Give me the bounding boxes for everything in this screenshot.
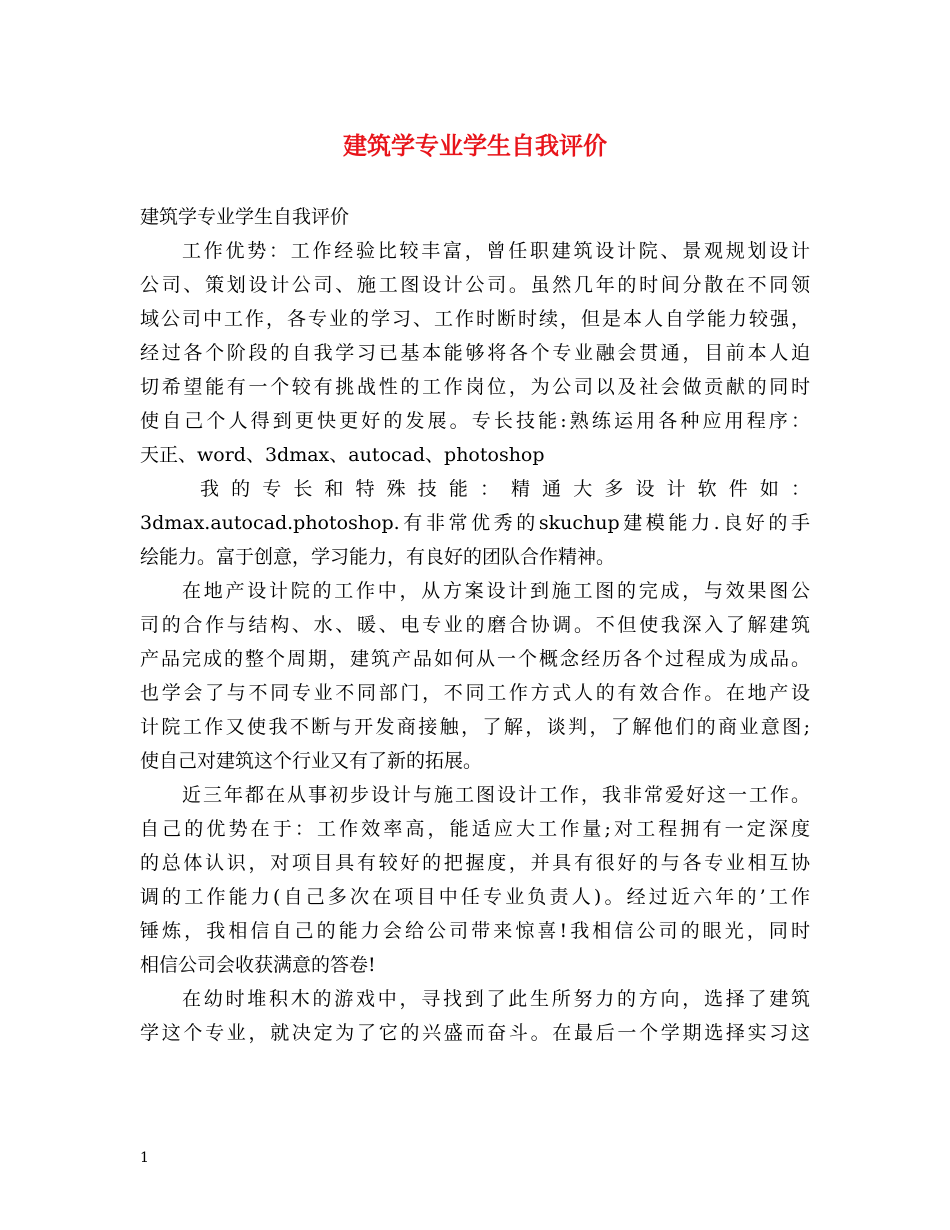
body-line: 绘能力。富于创意，学习能力，有良好的团队合作精神。 (140, 546, 616, 568)
body-line: 相信公司会收获满意的答卷! (140, 954, 376, 976)
body-line: 在幼时堆积木的游戏中，寻找到了此生所努力的方向，选择了建筑 (182, 988, 810, 1010)
body-line: 的总体认识，对项目具有较好的把握度，并具有很好的与各专业相互协 (140, 852, 810, 874)
document-body (140, 200, 810, 1050)
body-line: 域公司中工作，各专业的学习、工作时断时续，但是本人自学能力较强， (140, 308, 810, 330)
page-number: 1 (140, 1150, 149, 1166)
body-line: 天正、word、3dmax、autocad、photoshop (140, 444, 545, 466)
body-line: 切希望能有一个较有挑战性的工作岗位，为公司以及社会做贡献的同时 (140, 376, 810, 398)
body-line: 产品完成的整个周期，建筑产品如何从一个概念经历各个过程成为成品。 (140, 648, 810, 670)
body-line: 司的合作与结构、水、暖、电专业的磨合协调。不但使我深入了解建筑 (140, 614, 810, 636)
document-title: 建筑学专业学生自我评价 (343, 131, 607, 160)
body-line: 工作优势：工作经验比较丰富，曾任职建筑设计院、景观规划设计 (182, 240, 810, 262)
body-line: 我的专长和特殊技能：精通大多设计软件如： (200, 478, 810, 500)
body-line: 计院工作又使我不断与开发商接触，了解，谈判，了解他们的商业意图; (140, 716, 810, 738)
body-line: 学这个专业，就决定为了它的兴盛而奋斗。在最后一个学期选择实习这 (140, 1022, 810, 1044)
body-line: 锤炼，我相信自己的能力会给公司带来惊喜!我相信公司的眼光，同时 (140, 920, 810, 942)
body-line: 经过各个阶段的自我学习已基本能够将各个专业融会贯通，目前本人迫 (140, 342, 810, 364)
body-line: 近三年都在从事初步设计与施工图设计工作，我非常爱好这一工作。 (182, 784, 810, 806)
body-line: 使自己个人得到更快更好的发展。专长技能:熟练运用各种应用程序： (140, 410, 810, 432)
body-line: 调的工作能力(自己多次在项目中任专业负责人)。经过近六年的’工作 (140, 886, 810, 908)
body-line: 建筑学专业学生自我评价 (140, 206, 350, 228)
body-line: 使自己对建筑这个行业又有了新的拓展。 (140, 750, 483, 772)
body-line: 在地产设计院的工作中，从方案设计到施工图的完成，与效果图公 (182, 580, 810, 602)
body-line: 自己的优势在于：工作效率高，能适应大工作量;对工程拥有一定深度 (140, 818, 810, 840)
body-line: 公司、策划设计公司、施工图设计公司。虽然几年的时间分散在不同领 (140, 274, 810, 296)
body-line: 3dmax.autocad.photoshop.有非常优秀的skuchup建模能力.良好的手 (140, 512, 810, 534)
body-line: 也学会了与不同专业不同部门，不同工作方式人的有效合作。在地产设 (140, 682, 810, 704)
